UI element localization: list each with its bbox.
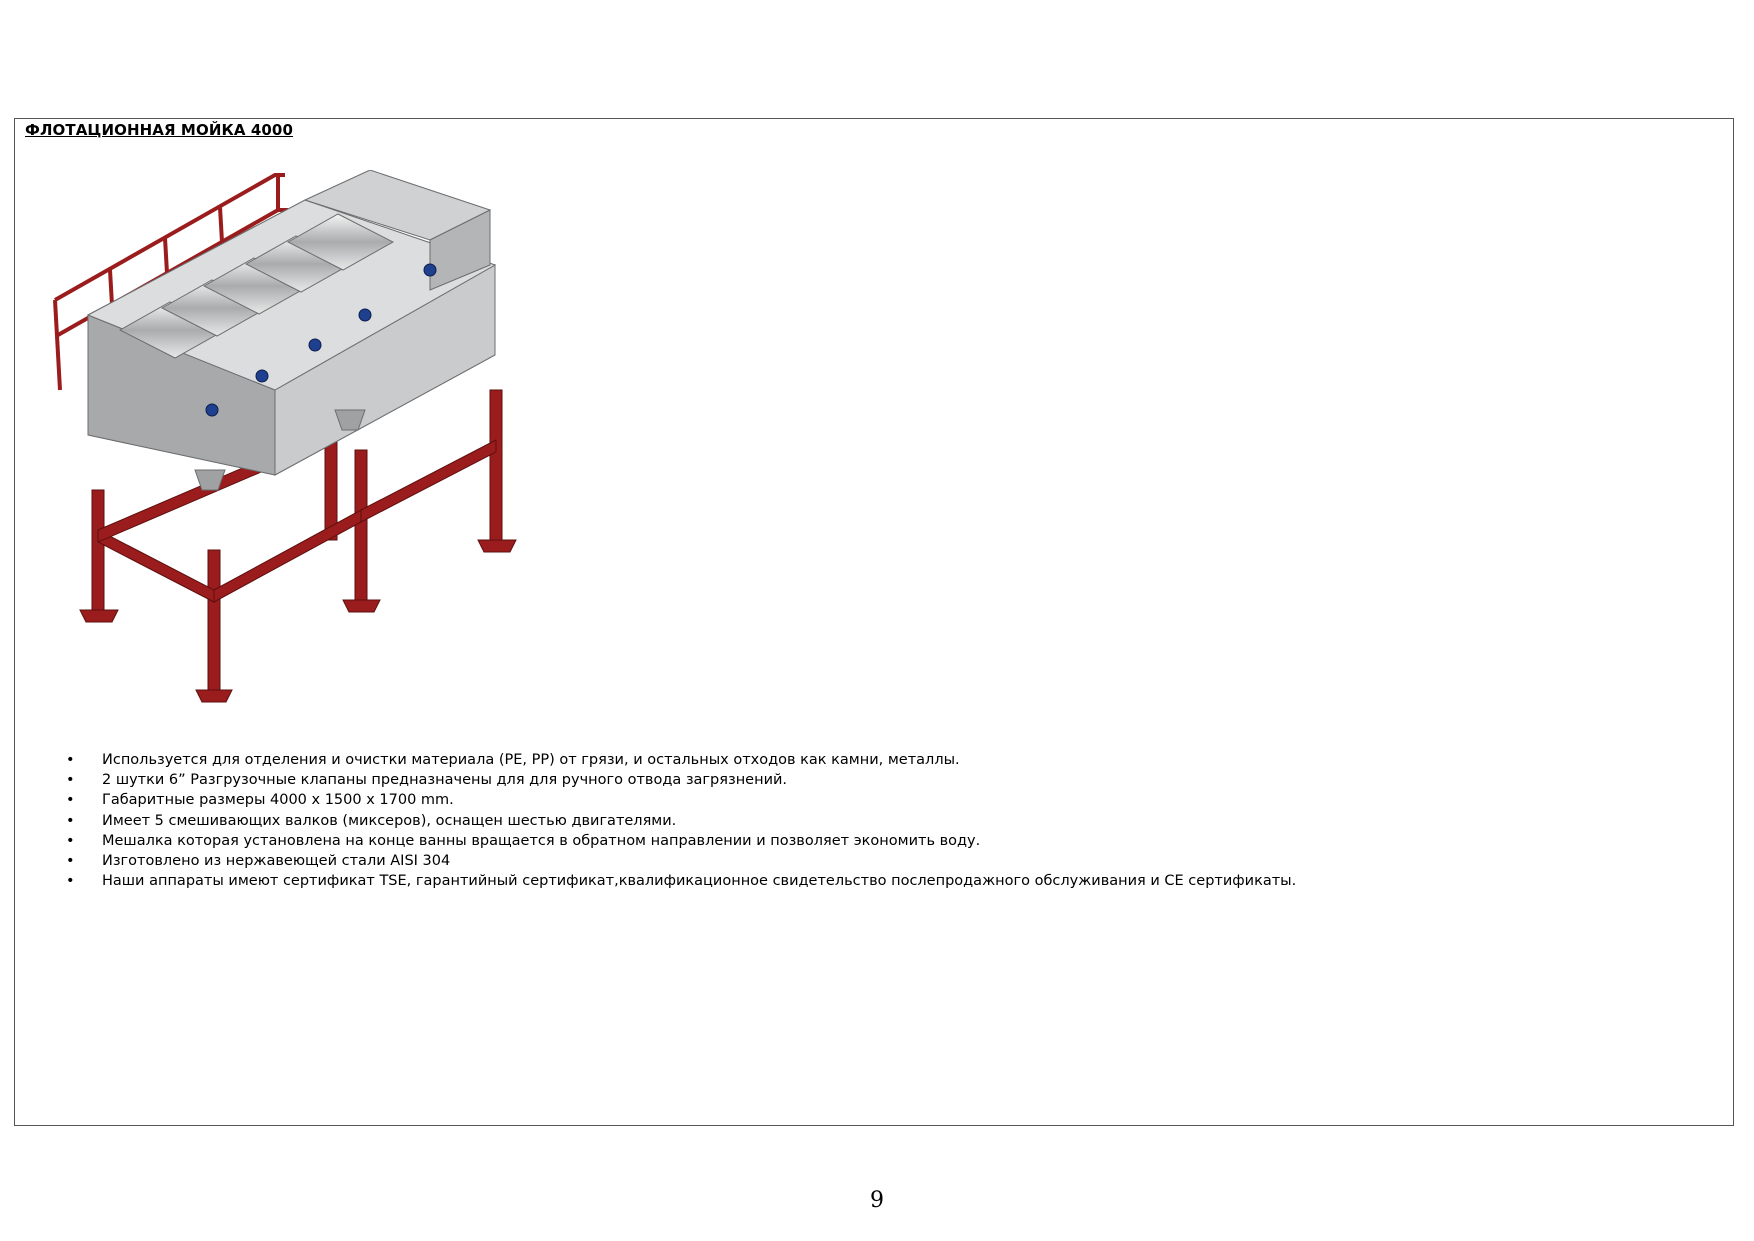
list-item-text: Габаритные размеры 4000 x 1500 x 1700 mm. <box>102 792 454 809</box>
list-item <box>60 790 1296 810</box>
flotation-tank-illustration <box>50 170 570 715</box>
list-item <box>60 811 1296 831</box>
list-item <box>60 851 1296 871</box>
list-item <box>60 831 1296 851</box>
bullet-marker: • <box>66 752 75 768</box>
list-item-text: Наши аппараты имеют сертификат TSE, гарантийный сертификат,квалификационное свидетельство послепродажного обслуживания и CE сертификаты. <box>102 873 1297 890</box>
list-item-text: Мешалка которая установлена на конце ванны вращается в обратном направлении и позволяет экономить воду. <box>102 832 981 849</box>
list-item-text: Имеет 5 смешивающих валков (миксеров), оснащен шестью двигателями. <box>102 812 677 829</box>
bullet-marker: • <box>66 812 75 829</box>
bullet-marker: • <box>66 853 75 870</box>
list-item-text: 2 шутки 6” Разгрузочные клапаны предназначены для для ручного отвода загрязнений. <box>102 772 788 789</box>
bullet-marker: • <box>66 772 75 789</box>
bullet-marker: • <box>66 832 75 849</box>
bullet-marker: • <box>66 873 75 890</box>
page-number: 9 <box>870 1188 884 1213</box>
feature-list <box>60 750 1296 891</box>
list-item <box>60 871 1296 891</box>
list-item-text: Изготовлено из нержавеющей стали AISI 304 <box>102 853 451 870</box>
list-item <box>60 770 1296 790</box>
list-item-text: Используется для отделения и очистки материала (PE, PP) от грязи, и остальных отходов как камни, металлы. <box>102 752 960 768</box>
document-title: ФЛОТАЦИОННАЯ МОЙКА 4000 <box>25 121 294 139</box>
bullet-marker: • <box>66 792 75 809</box>
list-item <box>60 750 1296 770</box>
